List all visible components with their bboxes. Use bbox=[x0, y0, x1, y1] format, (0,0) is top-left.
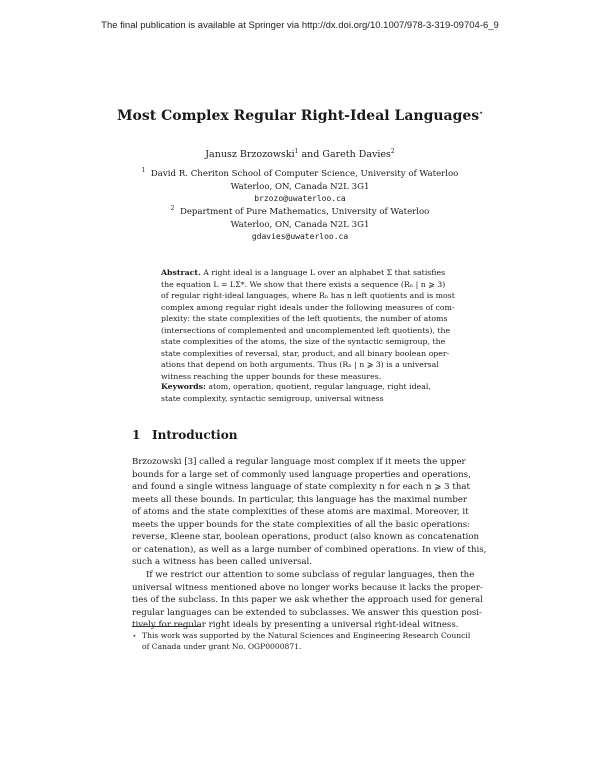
footnote-line: of Canada under grant No. OGP0000871. bbox=[142, 642, 302, 651]
abstract-label: Abstract. bbox=[161, 268, 201, 277]
section-title: Introduction bbox=[152, 428, 238, 442]
keywords bbox=[161, 381, 445, 404]
body-line: universal witness mentioned above no longer works because it lacks the proper- bbox=[132, 582, 483, 593]
section-heading bbox=[132, 428, 237, 442]
body-line: of atoms and the state complexities of these atoms are maximal. Moreover, it bbox=[132, 507, 469, 517]
abstract-text: A right ideal is a language L over an alphabet Σ that satisfies bbox=[203, 268, 446, 277]
affiliation-2-address: Waterloo, ON, Canada N2L 3G1 bbox=[230, 219, 370, 230]
body-line: bounds for a large set of commonly used language properties and operations, bbox=[132, 469, 471, 480]
keywords-label: Keywords: bbox=[161, 382, 206, 391]
affiliation-1-email[interactable]: brzozo@uwaterloo.ca bbox=[254, 194, 346, 203]
body-line: reverse, Kleene star, boolean operations, product (also known as concatenation bbox=[132, 532, 480, 542]
affiliation-1-line1 bbox=[0, 168, 600, 181]
body-line: and found a single witness language of state complexity n for each n ⩾ 3 that bbox=[132, 482, 470, 492]
affiliation-2 bbox=[0, 206, 600, 244]
author-and: and bbox=[298, 149, 323, 160]
abstract bbox=[161, 267, 455, 382]
affiliation-2-email[interactable]: gdavies@uwaterloo.ca bbox=[251, 232, 349, 241]
body-line: meets the upper bounds for the state complexities of all the basic operations: bbox=[132, 519, 471, 530]
affiliation-1-address: Waterloo, ON, Canada N2L 3G1 bbox=[230, 181, 370, 192]
intro-paragraph-1 bbox=[132, 456, 487, 569]
keywords-line bbox=[161, 381, 445, 393]
footnote-text: This work was supported by the Natural Sciences and Engineering Research Council bbox=[142, 631, 471, 640]
affiliation-2-line1 bbox=[0, 206, 600, 219]
abstract-line: of regular right-ideal languages, where Rₙ has n left quotients and is most bbox=[161, 291, 455, 300]
abstract-line: witness reaching the upper bounds for these measures. bbox=[161, 371, 382, 381]
author-1-affil: 1 bbox=[294, 147, 299, 155]
affiliation-2-name: Department of Pure Mathematics, University of Waterloo bbox=[179, 207, 430, 217]
footnote-line bbox=[132, 630, 477, 641]
affiliation-1-mark: 1 bbox=[141, 167, 146, 175]
intro-paragraph-2 bbox=[132, 569, 483, 632]
affiliation-1 bbox=[0, 168, 600, 206]
footnote bbox=[132, 630, 477, 652]
publication-banner: The final publication is available at Springer via http://dx.doi.org/10.1007/978-3-319-09704-6_9 bbox=[101, 20, 499, 31]
abstract-line: plexity: the state complexities of the left quotients, the number of atoms bbox=[161, 314, 448, 323]
footnote-mark: ⋆ bbox=[132, 631, 137, 640]
keywords-text: atom, operation, quotient, regular language, right ideal, bbox=[208, 382, 431, 391]
body-line: Brzozowski [3] called a regular language most complex if it meets the upper bbox=[132, 457, 466, 467]
author-2-affil: 2 bbox=[390, 147, 395, 155]
footnote-divider bbox=[132, 626, 200, 627]
body-line: regular languages can be extended to subclasses. We answer this question posi- bbox=[132, 607, 482, 618]
keywords-line: state complexity, syntactic semigroup, universal witness bbox=[161, 393, 384, 403]
author-list bbox=[0, 149, 600, 160]
body-line: meets all these bounds. In particular, this language has the maximal number bbox=[132, 494, 468, 505]
affiliation-1-name: David R. Cheriton School of Computer Science, University of Waterloo bbox=[150, 169, 459, 179]
body-line: tively for regular right ideals by presenting a universal right-ideal witness. bbox=[132, 620, 459, 630]
body-line: If we restrict our attention to some subclass of regular languages, then the bbox=[146, 570, 475, 580]
abstract-line: (intersections of complemented and uncomplemented left quotients), the bbox=[161, 325, 451, 335]
body-line: ties of the subclass. In this paper we ask whether the approach used for general bbox=[132, 595, 483, 605]
abstract-line: the equation L = LΣ*. We show that there exists a sequence (Rₙ | n ⩾ 3) bbox=[161, 279, 446, 289]
abstract-line: state complexities of the atoms, the size of the syntactic semigroup, the bbox=[161, 337, 446, 346]
body-line: such a witness has been called universal. bbox=[132, 557, 312, 567]
author-1: Janusz Brzozowski bbox=[205, 149, 295, 160]
author-2: Gareth Davies bbox=[322, 149, 391, 160]
section-number: 1 bbox=[132, 428, 141, 442]
abstract-line: ations that depend on both arguments. Thus (Rₙ | n ⩾ 3) is a universal bbox=[161, 360, 439, 369]
abstract-line bbox=[161, 267, 445, 279]
body-line: or catenation), as well as a large number of combined operations. In view of this, bbox=[132, 544, 487, 555]
title-text: Most Complex Regular Right-Ideal Languages bbox=[117, 108, 480, 124]
title-footnote-mark: ⋆ bbox=[479, 109, 483, 117]
affiliation-2-mark: 2 bbox=[170, 205, 175, 213]
abstract-line: complex among regular right ideals under the following measures of com- bbox=[161, 302, 455, 312]
paper-title bbox=[0, 108, 600, 124]
abstract-line: state complexities of reversal, star, product, and all binary boolean oper- bbox=[161, 348, 450, 358]
